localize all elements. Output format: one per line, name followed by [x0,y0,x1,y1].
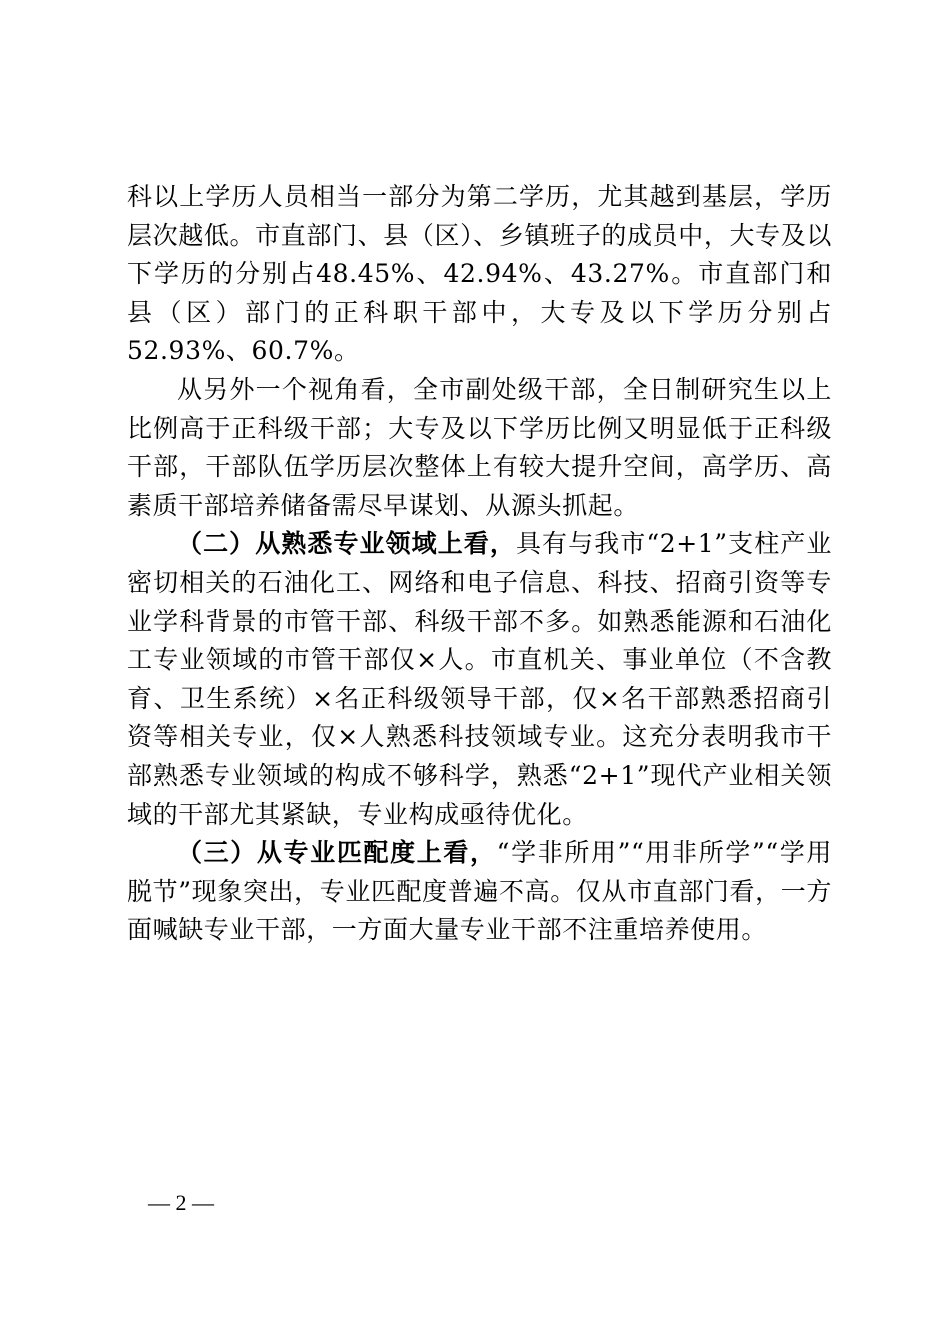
page-number: — 2 — [148,1190,214,1215]
body-text [127,178,832,950]
paragraph-section-two [127,525,832,834]
section-two-heading: （二）从熟悉专业领域上看， [177,529,516,559]
paragraph-perspective: 从另外一个视角看，全市副处级干部，全日制研究生以上比例高于正科级干部；大专及以下学历比例又明显低于正科级干部，干部队伍学历层次整体上有较大提升空间，高学历、高素质干部培养储备需尽早谋划、从源头抓起。 [127,374,832,520]
section-three-text: “学非所用”“用非所学”“学用脱节”现象突出，专业匹配度普遍不高。仅从市直部门看，一方面喊缺专业干部，一方面大量专业干部不注重培养使用。 [127,838,833,945]
section-two-text: 具有与我市“2+1”支柱产业密切相关的石油化工、网络和电子信息、科技、招商引资等专业学科背景的市管干部、科级干部不多。如熟悉能源和石油化工专业领域的市管干部仅×人。市直机关、事业单位（不含教育、卫生系统）×名正科级领导干部，仅×名干部熟悉招商引资等相关专业，仅×人熟悉科技领域专业。这充分表明我市干部熟悉专业领域的构成不够科学，熟悉“2+1”现代产业相关领域的干部尤其紧缺，专业构成亟待优化。 [127,529,832,829]
paragraph-section-three [127,834,832,950]
paragraph-continuation: 科以上学历人员相当一部分为第二学历，尤其越到基层，学历层次越低。市直部门、县（区）、乡镇班子的成员中，大专及以下学历的分别占48.45%、42.94%、43.27%。市直部门和县（区）部门的正科职干部中，大专及以下学历分别占52.93%、60.7%。 [127,182,832,366]
section-three-heading: （三）从专业匹配度上看， [177,838,497,868]
